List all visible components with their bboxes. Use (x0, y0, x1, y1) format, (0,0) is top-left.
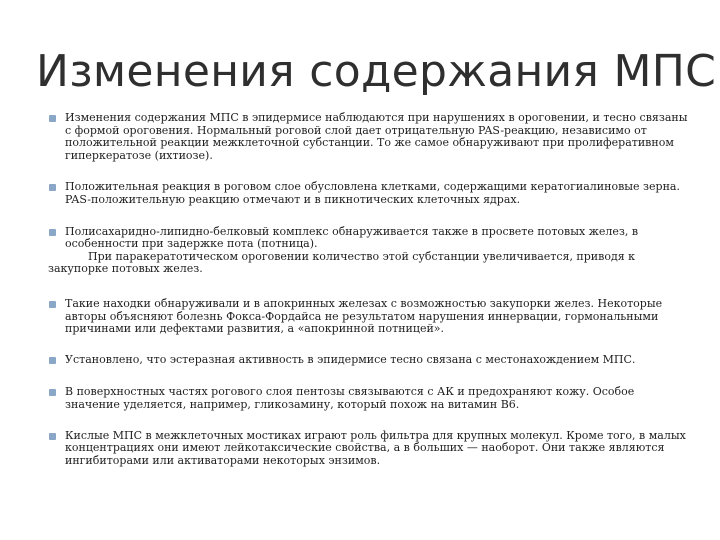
bullet-item (48, 354, 688, 367)
bullet-item (48, 226, 688, 276)
bullet-square-icon (49, 301, 56, 308)
bullet-text: Положительная реакция в роговом слое обусловлена клетками, содержащими кератогиалиновые зерна. PAS-положительную реакцию отмечают и в пикнотических клеточных ядрах. (65, 180, 680, 206)
bullet-text: Изменения содержания МПС в эпидермисе наблюдаются при нарушениях в ороговении, и тесно связаны с формой ороговения. Нормальный роговой слой дает отрицательную PAS-реакцию, независимо от положительной реакции межклеточной субстанции. То же самое обнаруживают при пролиферативном гиперкератозе (ихтиозе). (65, 111, 688, 162)
bullet-text: В поверхностных частях рогового слоя пентозы связываются с АК и предохраняют кожу. Особое значение уделяется, например, гликозамину, который похож на витамин В6. (65, 385, 635, 411)
bullet-square-icon (49, 184, 56, 191)
bullet-item (48, 181, 688, 206)
bullet-square-icon (49, 433, 56, 440)
bullet-square-icon (49, 357, 56, 364)
bullet-item (48, 298, 688, 336)
bullet-square-icon (49, 229, 56, 236)
bullet-item (48, 386, 688, 411)
bullet-square-icon (49, 115, 56, 122)
bullet-text: Установлено, что эстеразная активность в эпидермисе тесно связана с местонахождением МПС. (65, 352, 636, 366)
bullet-list (48, 112, 688, 467)
bullet-item (48, 112, 688, 162)
bullet-square-icon (49, 389, 56, 396)
bullet-text: Такие находки обнаруживали и в апокринных железах с возможностью закупорки желез. Некоторые авторы объясняют болезнь Фокса-Фордайса не результатом нарушения иннервации, гормональными причинами или дефектами развития, а «апокринной потницей». (65, 296, 663, 336)
slide-title: Изменения содержания МПС (36, 46, 717, 97)
bullet-text: Кислые МПС в межклеточных мостиках играют роль фильтра для крупных молекул. Кроме того, в малых концентрациях они имеют лейкотаксические свойства, а в больших — наоборот. Они также являются ингибиторами или активаторами некоторых энзимов. (65, 428, 686, 467)
bullet-continuation-text: При паракератотическом ороговении количество этой субстанции увеличивается, приводя к закупорке потовых желез. (48, 249, 636, 276)
bullet-item (48, 430, 688, 468)
bullet-text: Полисахаридно-липидно-белковый комплекс обнаруживается также в просвете потовых желез, в особенности при задержке пота (потница). (65, 224, 639, 251)
